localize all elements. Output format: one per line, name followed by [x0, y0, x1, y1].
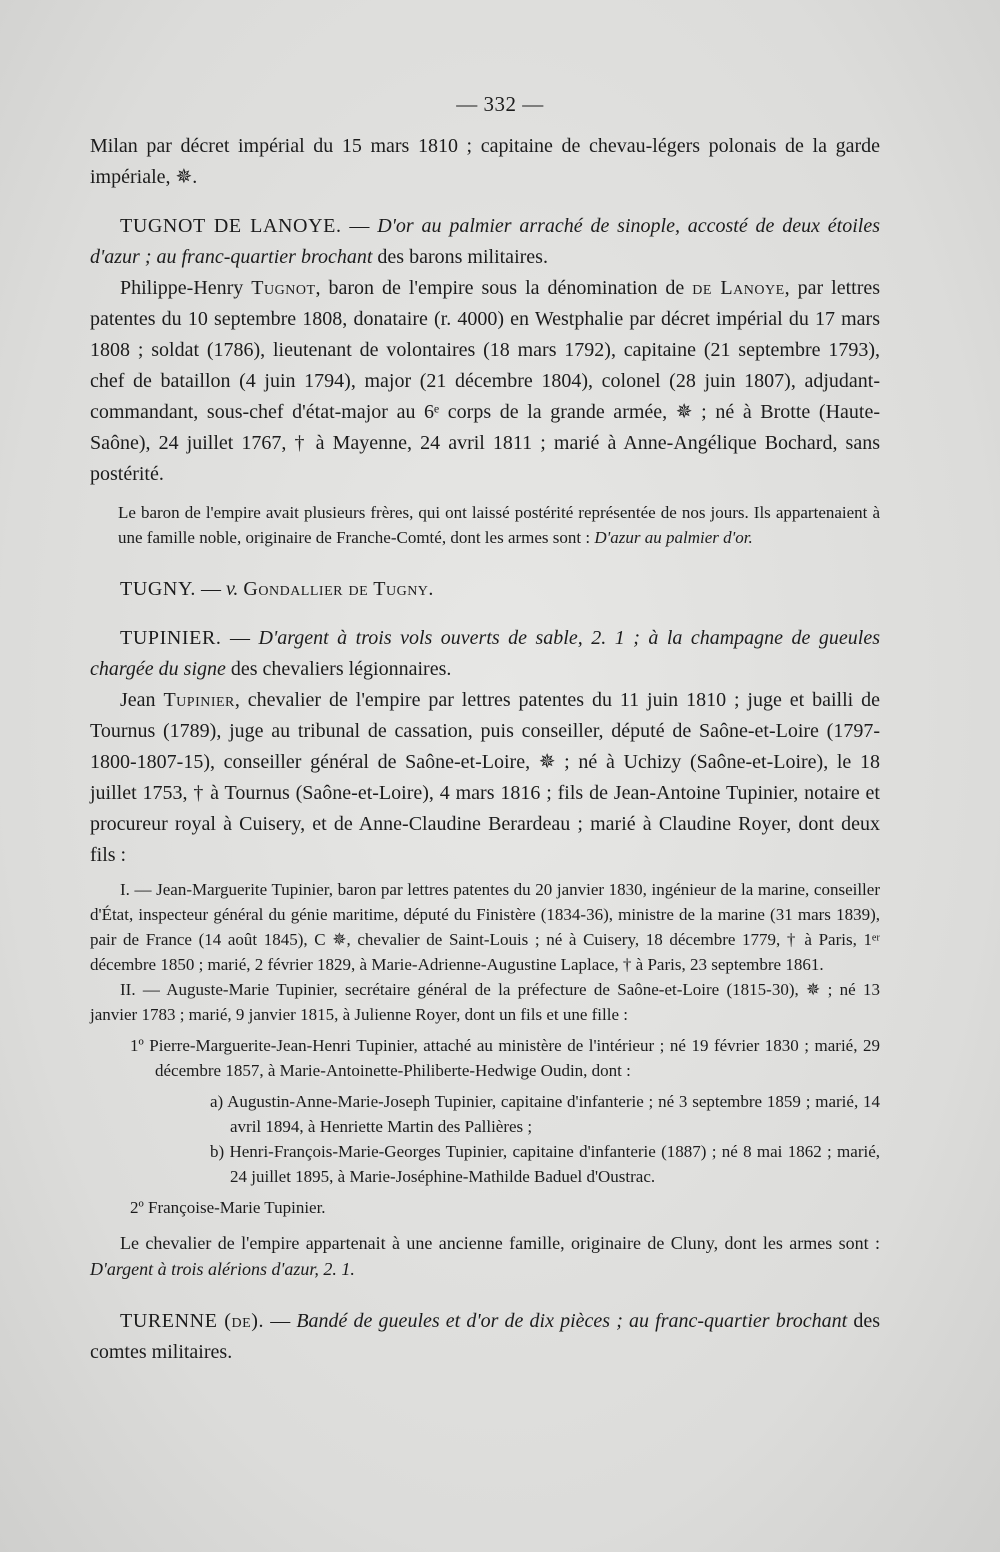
grandchild-item: b) Henri-François-Marie-Georges Tupinier, capitaine d'infanterie (1887) ; né 8 mai 1862 ; marié, 24 juillet 1895, à Marie-Joséphine-Mathilde Baduel d'Oustrac. [210, 1142, 880, 1186]
blazon: Bandé de gueules et d'or de dix pièces ; au franc-quartier brochant [296, 1310, 848, 1332]
child-item: 2º Françoise-Marie Tupinier. [130, 1198, 326, 1217]
entry-tupinier-note: Le chevalier de l'empire appartenait à une ancienne famille, originaire de Cluny, dont les armes sont : D'argent à trois alérions d'azur, 2. 1. [90, 1233, 880, 1279]
son-item: I. — Jean-Marguerite Tupinier, baron par lettres patentes du 20 janvier 1830, ingénieur de la marine, conseiller d'État, inspecteur général du génie maritime, député du Finistère (1834-36), ministre de la marine (31 mars 1839), pair de France (14 août 1845), C ✵, chevalier de Saint-Louis ; né à Cuisery, 18 décembre 1779, † à Paris, 1ᵉʳ décembre 1850 ; marié, 2 février 1829, à Marie-Adrienne-Augustine Laplace, † à Paris, 23 septembre 1861. [90, 880, 880, 974]
grandchild-item: a) Augustin-Anne-Marie-Joseph Tupinier, capitaine d'infanterie ; né 3 septembre 1859 ; marié, 14 avril 1894, à Henriette Martin des Pallières ; [210, 1092, 880, 1136]
entry-tupinier-arms: TUPINIER. — D'argent à trois vols ouverts de sable, 2. 1 ; à la champagne de gueules chargée du signe des chevaliers légionnaires. [90, 627, 880, 680]
entry-heading: TUGNOT DE LANOYE. [120, 215, 342, 237]
blazon: D'argent à trois vols ouverts de sable, 2. 1 ; à la champagne de gueules chargée du signe [90, 627, 880, 680]
blazon: D'or au palmier arraché de sinople, accosté de deux étoiles d'azur ; au franc-quartier brochant [90, 215, 881, 268]
entry-tupinier-biography: Jean Tupinier, chevalier de l'empire par lettres patentes du 11 juin 1810 ; juge et bailli de Tournus (1789), juge au tribunal de cassation, puis conseiller, député de Saône-et-Loire (1797-1800-1807-15), conseiller général de Saône-et-Loire, ✵ ; né à Uchizy (Saône-et-Loire), le 18 juillet 1753, † à Tournus (Saône-et-Loire), 4 mars 1816 ; fils de Jean-Antoine Tupinier, notaire et procureur royal à Cuisery, et de Anne-Claudine Berardeau ; marié à Claudine Royer, dont deux fils : [90, 689, 880, 866]
entry-heading: TURENNE ( [120, 1310, 232, 1332]
son-item: II. — Auguste-Marie Tupinier, secrétaire général de la préfecture de Saône-et-Loire (1815-30), ✵ ; né 13 janvier 1783 ; marié, 9 janvier 1815, à Julienne Royer, dont un fils et une fille : [90, 980, 880, 1024]
entry-tugnot-biography: Philippe-Henry Tugnot, baron de l'empire sous la dénomination de de Lanoye, par lettres patentes du 10 septembre 1808, donataire (r. 4000) en Westphalie par décret impérial du 17 mars 1808 ; soldat (1786), lieutenant de volontaires (18 mars 1792), capitaine (21 septembre 1793), chef de bataillon (4 juin 1794), major (21 décembre 1804), colonel (28 juin 1807), adjudant-commandant, sous-chef d'état-major au 6ᵉ corps de la grande armée, ✵ ; né à Brotte (Haute-Saône), 24 juillet 1767, † à Mayenne, 24 avril 1811 ; marié à Anne-Angélique Bochard, sans postérité. [90, 277, 881, 485]
entry-tugny: TUGNY. — v. Gondallier de Tugny. [120, 578, 434, 600]
entry-tugnot-note: Le baron de l'empire avait plusieurs frères, qui ont laissé postérité représentée de nos jours. Ils appartenaient à une famille noble, originaire de Franche-Comté, dont les armes sont : D'azur au palmier d'or. [118, 503, 880, 547]
entry-turenne-arms: TURENNE (de). — Bandé de gueules et d'or de dix pièces ; au franc-quartier brochant des comtes militaires. [90, 1310, 880, 1363]
continued-paragraph: Milan par décret impérial du 15 mars 1810 ; capitaine de chevau-légers polonais de la garde impériale, ✵. [90, 135, 880, 188]
page-number: — 332 — [456, 92, 544, 116]
entry-tugnot-arms: TUGNOT DE LANOYE. — D'or au palmier arraché de sinople, accosté de deux étoiles d'azur ; au franc-quartier brochant des barons militaires. [90, 215, 881, 268]
entry-heading: TUPINIER. [120, 627, 222, 649]
entry-heading: TUGNY. [120, 578, 197, 600]
child-item: 1º Pierre-Marguerite-Jean-Henri Tupinier, attaché au ministère de l'intérieur ; né 19 février 1830 ; marié, 29 décembre 1857, à Marie-Antoinette-Philiberte-Hedwige Oudin, dont : [130, 1036, 880, 1080]
